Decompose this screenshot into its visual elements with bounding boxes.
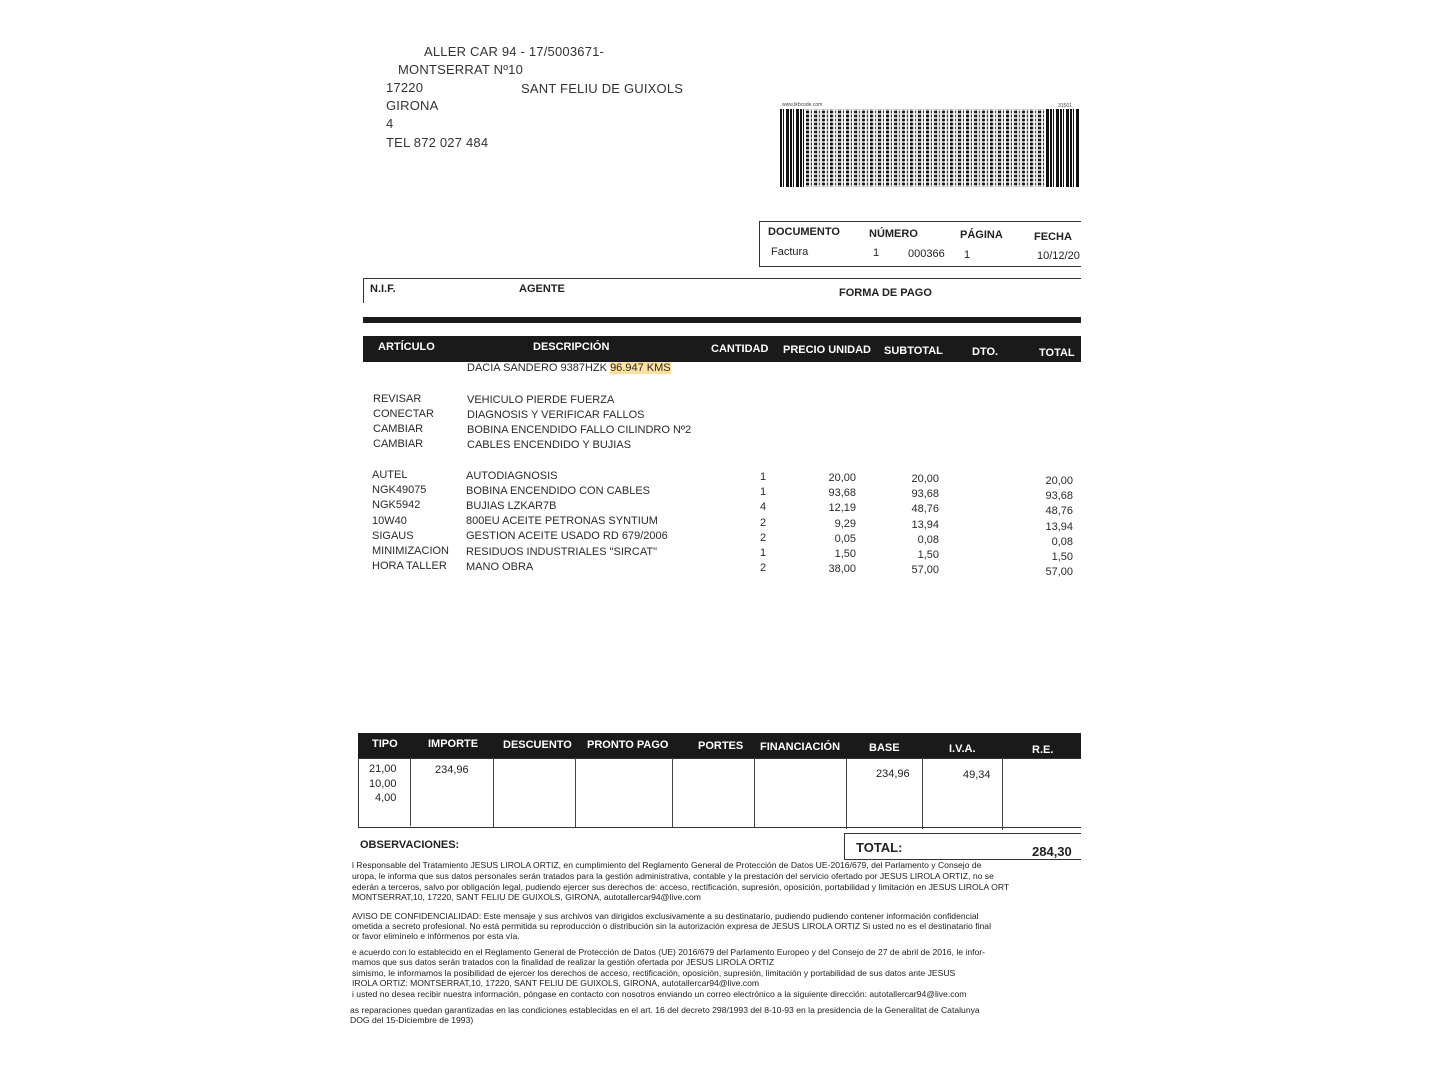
legal-line: l Responsable del Tratamiento JESUS LIROLA ORTIZ, en cumplimiento del Reglamento General de Protección de Datos UE-2016/679, del Parlamento y Consejo de <box>352 860 982 870</box>
doc-type: Factura <box>771 246 809 258</box>
task-action: CONECTAR <box>373 408 434 420</box>
item-subtotal: 20,00 <box>911 473 939 485</box>
legal-line: MONTSERRAT,10, 17220, SANT FELIU DE GUIXOLS, GIRONA, autotallercar94@live.com <box>352 892 701 902</box>
item-quantity: 1 <box>760 471 767 483</box>
item-unit-price: 20,00 <box>828 472 856 484</box>
invoice-page <box>346 6 1081 1080</box>
vehicle-kms: 96.947 KMS <box>610 362 671 374</box>
tax-col-re: R.E. <box>1032 744 1054 756</box>
legal-line: DOG del 15-Diciembre de 1993) <box>350 1015 474 1025</box>
legal-line: or favor elimínelo e infórmenos por esta vía. <box>352 931 520 941</box>
item-subtotal: 13,94 <box>911 518 939 531</box>
col-subtotal: SUBTOTAL <box>884 345 943 357</box>
item-description: BUJIAS LZKAR7B <box>466 499 557 512</box>
legal-line: ederán a terceros, salvo por obligación legal, pudiendo ejercer sus derechos de: acceso, rectificación, supresión, oposición, portabilidad y limitación en JESUS LIROLA ORT <box>352 882 1010 892</box>
item-total: 0,08 <box>1051 535 1073 548</box>
item-article: 10W40 <box>372 514 407 527</box>
item-description: AUTODIAGNOSIS <box>466 469 558 482</box>
item-article: NGK49075 <box>372 484 427 497</box>
item-subtotal: 93,68 <box>911 488 939 501</box>
task-action: REVISAR <box>373 393 422 405</box>
nif-label: N.I.F. <box>370 283 396 295</box>
task-description: VEHICULO PIERDE FUERZA <box>467 394 615 406</box>
item-quantity: 4 <box>760 501 767 514</box>
doc-label-fecha: FECHA <box>1034 231 1072 243</box>
item-quantity: 2 <box>760 531 767 544</box>
company-province: GIRONA <box>386 98 439 113</box>
tax-col-pronto-pago: PRONTO PAGO <box>587 739 669 751</box>
vehicle-model: DACIA SANDERO 9387HZK <box>467 362 607 374</box>
tax-col-iva: I.V.A. <box>949 743 976 755</box>
item-description: RESIDUOS INDUSTRIALES "SIRCAT" <box>466 545 657 558</box>
company-phone: TEL 872 027 484 <box>386 135 489 150</box>
tax-col-base: BASE <box>869 742 900 754</box>
doc-number: 000366 <box>908 248 945 260</box>
item-description: GESTION ACEITE USADO RD 679/2006 <box>466 530 668 543</box>
col-total: TOTAL <box>1039 347 1075 359</box>
item-unit-price: 93,68 <box>828 487 856 500</box>
task-action: CAMBIAR <box>373 423 424 435</box>
doc-label-pagina: PÁGINA <box>960 229 1003 241</box>
item-quantity: 1 <box>760 547 767 559</box>
agente-label: AGENTE <box>519 283 565 295</box>
item-article: NGK5942 <box>372 499 421 512</box>
barcode-caption-right: 31501 <box>1058 103 1072 109</box>
item-quantity: 2 <box>760 562 767 575</box>
tax-tipo-3: 4,00 <box>375 792 397 804</box>
barcode-caption-left: www.tkbcode.com <box>782 102 823 108</box>
item-subtotal: 57,00 <box>911 564 939 577</box>
task-action: CAMBIAR <box>373 438 424 450</box>
task-description: BOBINA ENCENDIDO FALLO CILINDRO Nº2 <box>467 424 692 436</box>
item-subtotal: 1,50 <box>917 549 939 561</box>
total-value: 284,30 <box>1032 844 1072 859</box>
tax-tipo-1: 21,00 <box>369 763 397 775</box>
tax-col-descuento: DESCUENTO <box>503 739 572 751</box>
doc-label-numero: NÚMERO <box>869 228 918 240</box>
vehicle-line <box>467 362 671 374</box>
legal-line: i usted no desea recibir nuestra información, póngase en contacto con nosotros enviando un correo electrónico a la siguiente dirección: autotallercar94@live.com <box>352 989 967 999</box>
col-cantidad: CANTIDAD <box>711 343 769 355</box>
doc-page: 1 <box>964 249 971 261</box>
total-label: TOTAL: <box>856 840 903 855</box>
item-total: 20,00 <box>1045 475 1073 487</box>
col-descripcion: DESCRIPCIÓN <box>533 341 610 353</box>
task-description: CABLES ENCENDIDO Y BUJIAS <box>467 439 632 451</box>
doc-label-documento: DOCUMENTO <box>768 226 840 238</box>
doc-series: 1 <box>873 247 880 259</box>
tax-col-financiacion: FINANCIACIÓN <box>760 741 841 753</box>
tax-iva: 49,34 <box>963 769 991 781</box>
item-total: 13,94 <box>1045 520 1073 533</box>
item-unit-price: 9,29 <box>834 517 856 530</box>
client-header-box <box>363 278 1081 303</box>
legal-line: AVISO DE CONFIDENCIALIDAD: Este mensaje y sus archivos van dirigidos exclusivamente a su destinatario, pudiendo pudiendo contener información confidencial <box>352 911 979 921</box>
col-articulo: ARTÍCULO <box>378 341 435 353</box>
col-dto: DTO. <box>972 346 999 358</box>
item-subtotal: 0,08 <box>917 533 939 546</box>
item-unit-price: 0,05 <box>834 532 856 545</box>
legal-line: e acuerdo con lo establecido en el Reglamento General de Protección de Datos (UE) 2016/679 del Parlamento Europeo y del Consejo de 27 de abril de 2016, le infor- <box>352 947 985 957</box>
item-unit-price: 12,19 <box>828 502 856 515</box>
item-total: 93,68 <box>1045 490 1073 503</box>
tax-col-importe: IMPORTE <box>428 738 479 750</box>
item-total: 48,76 <box>1045 505 1073 518</box>
item-total: 1,50 <box>1051 551 1073 563</box>
company-name: ALLER CAR 94 - 17/5003671- <box>424 44 605 59</box>
item-article: MINIMIZACION <box>372 545 449 557</box>
item-total: 57,00 <box>1045 566 1073 579</box>
item-article: AUTEL <box>372 469 408 481</box>
item-article: HORA TALLER <box>372 560 447 573</box>
company-city: SANT FELIU DE GUIXOLS <box>521 81 684 96</box>
tax-col-portes: PORTES <box>698 740 744 752</box>
company-postal: 17220 <box>386 80 424 95</box>
tax-tipo-2: 10,00 <box>369 778 397 790</box>
doc-date: 10/12/20 <box>1037 250 1080 262</box>
tax-importe: 234,96 <box>435 764 469 776</box>
tax-col-tipo: TIPO <box>372 738 398 750</box>
item-description: MANO OBRA <box>466 560 534 573</box>
item-article: SIGAUS <box>372 529 414 542</box>
legal-line: simismo, le informamos la posibilidad de ejercer los derechos de acceso, rectificación, oposición, supresión, limitación y portabilidad de sus datos ante JESUS <box>352 968 956 978</box>
barcode-pattern <box>806 109 1046 187</box>
forma-pago-label: FORMA DE PAGO <box>839 287 932 299</box>
item-unit-price: 38,00 <box>828 563 856 576</box>
col-precio-unidad: PRECIO UNIDAD <box>783 344 872 356</box>
legal-line: IROLA ORTIZ: MONTSERRAT,10, 17220, SANT FELIU DE GUIXOLS, GIRONA, autotallercar94@live.com <box>352 978 760 988</box>
observaciones-label: OBSERVACIONES: <box>360 839 460 851</box>
item-description: 800EU ACEITE PETRONAS SYNTIUM <box>466 515 658 528</box>
item-unit-price: 1,50 <box>834 548 856 560</box>
item-description: BOBINA ENCENDIDO CON CABLES <box>466 484 650 497</box>
legal-line: uropa, le informa que sus datos personales serán tratados para la gestión administrativa, contable y la prestación del servicio ofertado por JESUS LIROLA ORTIZ, no se <box>352 871 994 881</box>
tax-header-bar <box>358 733 1081 758</box>
legal-line: mamos que sus datos serán tratados con la finalidad de realizar la gestión ofertada por JESUS LIROLA ORTIZ <box>352 957 775 967</box>
company-extra: 4 <box>386 116 394 131</box>
item-quantity: 1 <box>760 486 767 499</box>
item-quantity: 2 <box>760 516 767 529</box>
legal-line: as reparaciones quedan garantizadas en las condiciones establecidas en el art. 16 del decreto 298/1993 del 8-10-93 en la presidencia de la Generalitat de Catalunya <box>350 1005 980 1015</box>
items-header-bar <box>363 336 1081 362</box>
company-address: MONTSERRAT Nº10 <box>398 62 524 77</box>
task-description: DIAGNOSIS Y VERIFICAR FALLOS <box>467 409 645 421</box>
tax-base: 234,96 <box>876 768 910 780</box>
legal-line: ometida a secreto profesional. No está permitida su reproducción o distribución sin la autorización expresa de JESUS LIROLA ORTIZ Si usted no es el destinatario final <box>352 921 991 931</box>
items-top-rule <box>363 317 1081 323</box>
item-subtotal: 48,76 <box>911 503 939 516</box>
